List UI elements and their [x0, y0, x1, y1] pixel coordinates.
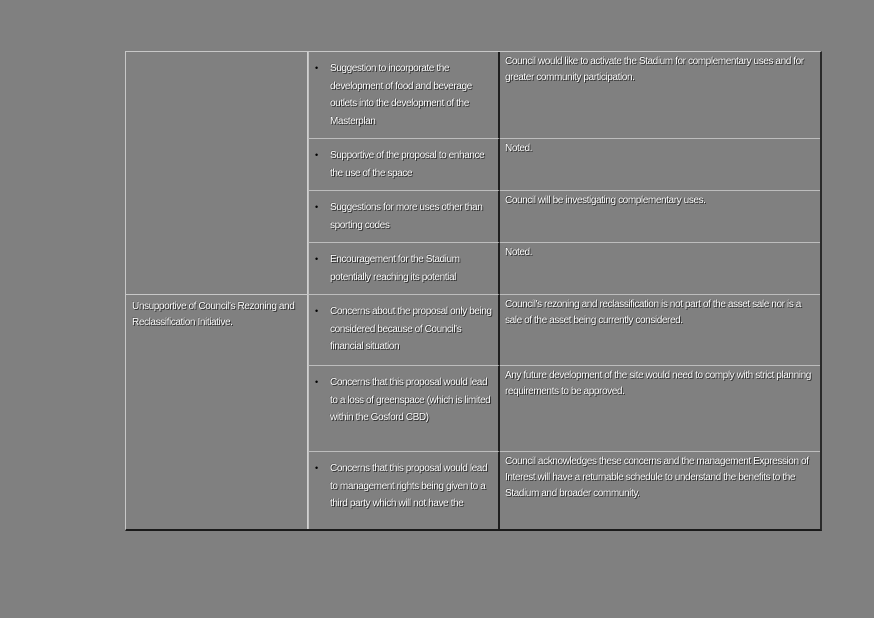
consultation-response-table	[125, 51, 822, 531]
feedback-cell	[308, 139, 500, 191]
bullet-icon: •	[315, 150, 318, 160]
table-row	[126, 295, 820, 366]
bullet-icon: •	[315, 254, 318, 264]
theme-cell	[126, 52, 308, 295]
feedback-cell	[308, 295, 500, 366]
theme-cell: Unsupportive of Council's Rezoning and Reclassification Initiative.	[126, 295, 308, 529]
response-cell: Council would like to activate the Stadium for complementary uses and for greater community participation.	[500, 52, 820, 139]
feedback-cell	[308, 191, 500, 243]
feedback-cell	[308, 52, 500, 139]
bullet-icon: •	[315, 377, 318, 387]
feedback-text: Concerns about the proposal only being considered because of Council's financial situation	[330, 306, 492, 352]
feedback-cell	[308, 366, 500, 452]
response-cell: Council acknowledges these concerns and the management Expression of Interest will have a returnable schedule to understand the benefits to the Stadium and broader community.	[505, 456, 809, 499]
feedback-text: Suggestions for more uses other than sporting codes	[330, 202, 483, 231]
response-cell: Noted.	[500, 139, 820, 191]
bullet-icon: •	[315, 306, 318, 316]
response-cell: Council will be investigating complementary uses.	[500, 191, 820, 243]
response-cell: Noted.	[500, 243, 820, 295]
feedback-cell	[308, 452, 500, 529]
response-cell: Council's rezoning and reclassification is not part of the asset sale nor is a sale of the asset being currently considered.	[500, 295, 820, 366]
bullet-icon: •	[315, 463, 318, 473]
feedback-text: Encouragement for the Stadium potentially reaching its potential	[330, 254, 460, 283]
bullet-icon: •	[315, 202, 318, 212]
table-row	[126, 52, 820, 139]
feedback-text: Concerns that this proposal would lead to management rights being given to a third party which will not have the	[330, 463, 488, 509]
response-cell: Any future development of the site would need to comply with strict planning requirements to be approved.	[500, 366, 820, 452]
feedback-text: Suggestion to incorporate the development of food and beverage outlets into the development of the Masterplan	[330, 63, 472, 127]
feedback-text: Concerns that this proposal would lead to a loss of greenspace (which is limited within the Gosford CBD)	[330, 377, 491, 423]
bullet-icon: •	[315, 63, 318, 73]
feedback-text: Supportive of the proposal to enhance the use of the space	[330, 150, 485, 179]
feedback-cell	[308, 243, 500, 295]
